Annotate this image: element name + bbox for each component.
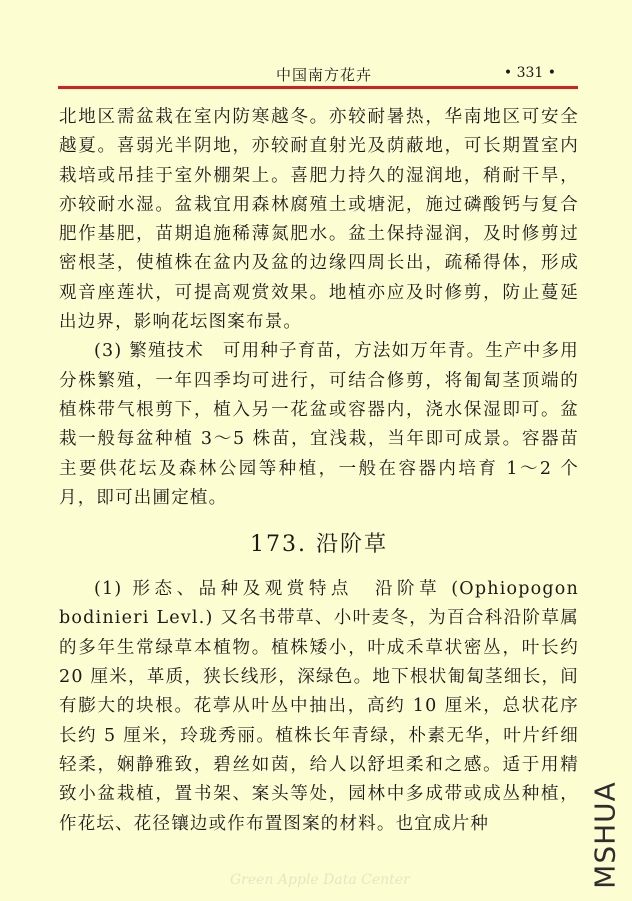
body-paragraph-1: 北地区需盆栽在室内防寒越冬。亦较耐暑热，华南地区可安全越夏。喜弱光半阴地，亦较耐直射光及荫蔽地，可长期置室内栽培或吊挂于室外棚架上。喜肥力持久的湿润地，稍耐干旱，亦较耐水湿。盆栽宜用森林腐殖土或塘泥，施过磷酸钙与复合肥作基肥，苗期追施稀薄氮肥水。盆土保持湿润，及时修剪过密根茎，使植株在盆内及盆的边缘四周长出，疏稀得体，形成观音座莲状，可提高观赏效果。地植亦应及时修剪，防止蔓延出边界，影响花坛图案布景。 bbox=[59, 107, 579, 333]
side-watermark bbox=[585, 781, 625, 889]
header-rule bbox=[58, 86, 578, 89]
page-header bbox=[58, 62, 578, 86]
body-paragraph-2: (3) 繁殖技术 可用种子育苗，方法如万年青。生产中多用分株繁殖，一年四季均可进行，可结合修剪，将匍匐茎顶端的植株带气根剪下，植入另一花盆或容器内，浇水保湿即可。盆栽一般每盆种植 3～5 株苗，宜浅栽，当年即可成景。容器苗主要供花坛及森林公园等种植，一般在容器内培育 1～2 个月，即可出圃定植。 bbox=[59, 341, 579, 508]
running-title: 中国南方花卉 bbox=[276, 66, 373, 84]
page-body bbox=[59, 103, 579, 839]
section-paragraph: (1) 形态、品种及观赏特点 沿阶草 (Ophiopogon bodinieri Levl.) 又名书带草、小叶麦冬，为百合科沿阶草属的多年生常绿草本植物。植株矮小，叶成禾草状密丛，叶长约 20 厘米，革质，狭长线形，深绿色。地下根状匍匐茎细长，间有膨大的块根。花葶从叶丛中抽出，高约 10 厘米，总状花序长约 5 厘米，玲珑秀丽。植株长年青绿，朴素无华，叶片纤细轻柔，娴静雅致，碧丝如茵，给人以舒坦柔和之感。适于用精致小盆栽植，置书架、案头等处，园林中多成带或成丛种植，作花坛、花径镶边或作布置图案的材料。也宜成片种 bbox=[59, 579, 579, 834]
side-watermark-text: MSHUA bbox=[588, 781, 622, 889]
bottom-watermark: Green Apple Data Center bbox=[230, 872, 410, 888]
page-number: • 331 • bbox=[503, 65, 556, 81]
section-heading: 173. 沿阶草 bbox=[250, 532, 388, 558]
